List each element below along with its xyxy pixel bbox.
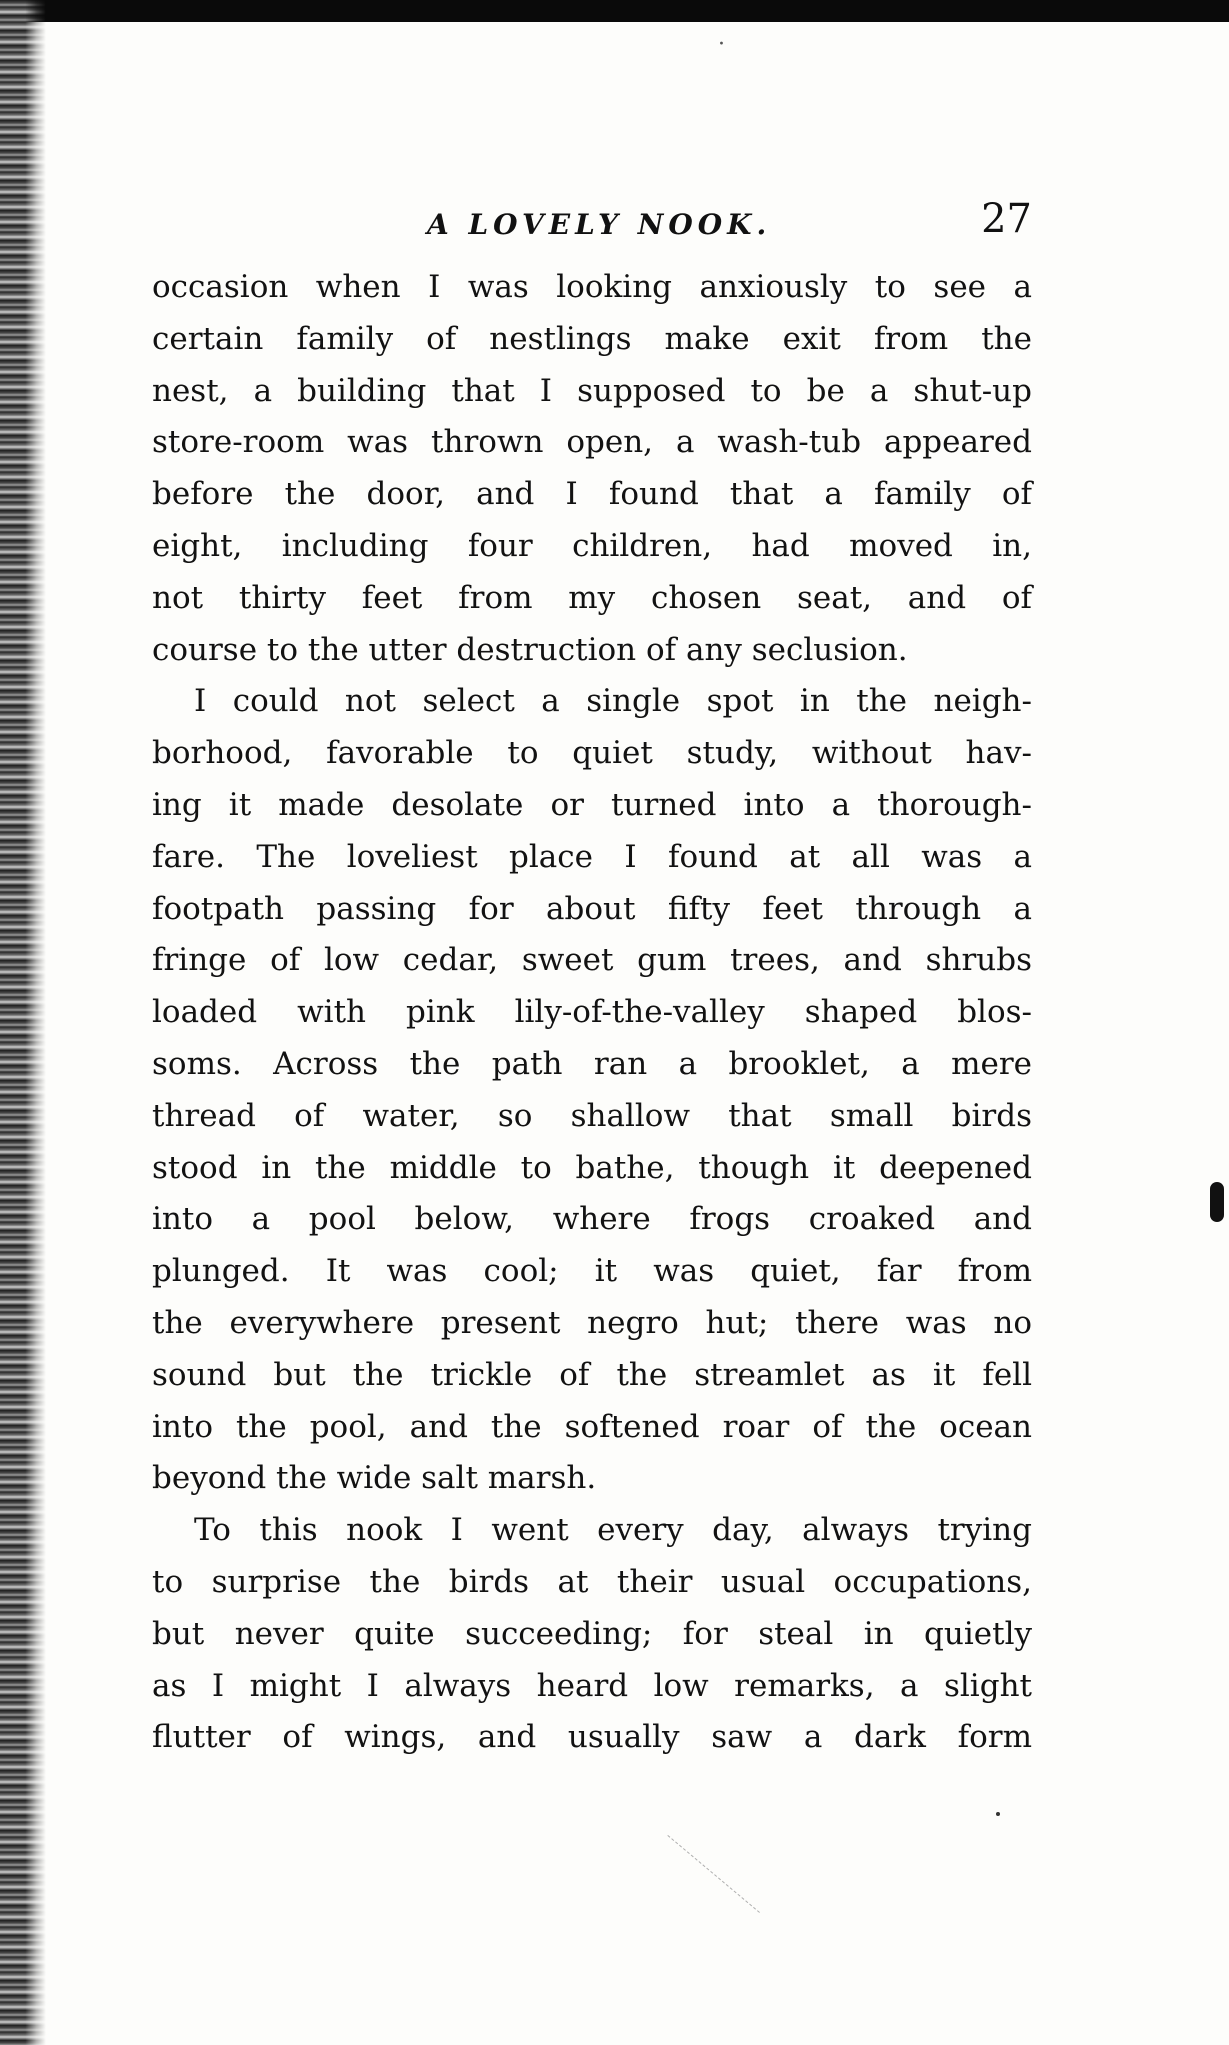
text-line: plunged. It was cool; it was quiet, far from <box>152 1253 1032 1290</box>
paper-scratch <box>667 1835 760 1914</box>
text-line: fare. The loveliest place I found at all was a <box>152 838 1032 875</box>
text-line: but never quite succeeding; for steal in quietly <box>152 1615 1032 1652</box>
text-line: footpath passing for about fifty feet through a <box>152 890 1032 927</box>
text-line: course to the utter destruction of any seclusion. <box>152 631 908 668</box>
ink-blot-mark <box>1210 1182 1224 1222</box>
text-line: the everywhere present negro hut; there was no <box>152 1304 1032 1341</box>
text-line: stood in the middle to bathe, though it deepened <box>152 1149 1032 1186</box>
text-line: into the pool, and the softened roar of the ocean <box>152 1408 1032 1445</box>
page-number: 27 <box>981 196 1032 242</box>
text-line: sound but the trickle of the streamlet as it fell <box>152 1356 1032 1393</box>
scan-top-edge <box>0 0 1229 22</box>
paper-speck: · <box>718 32 725 57</box>
page-header <box>152 196 1032 250</box>
text-line: beyond the wide salt marsh. <box>152 1460 597 1497</box>
scan-binding-edge <box>0 0 46 2045</box>
text-line: fringe of low cedar, sweet gum trees, and shrubs <box>152 942 1032 979</box>
text-line: store-room was thrown open, a wash-tub appeared <box>152 424 1032 461</box>
text-line: thread of water, so shallow that small birds <box>152 1097 1032 1134</box>
body-text <box>152 262 1032 1764</box>
text-line: to surprise the birds at their usual occupations, <box>152 1563 1032 1600</box>
text-line: loaded with pink lily-of-the-valley shaped blos- <box>152 994 1032 1031</box>
text-line: certain family of nestlings make exit from the <box>152 320 1032 357</box>
text-line: before the door, and I found that a family of <box>152 476 1032 513</box>
text-line: borhood, favorable to quiet study, without hav- <box>152 735 1032 772</box>
text-line: flutter of wings, and usually saw a dark form <box>152 1719 1032 1756</box>
text-line: soms. Across the path ran a brooklet, a mere <box>152 1045 1032 1082</box>
text-line: ing it made desolate or turned into a thorough- <box>152 786 1032 823</box>
paper-dot <box>996 1812 1000 1816</box>
text-line: into a pool below, where frogs croaked and <box>152 1201 1032 1238</box>
text-line: nest, a building that I supposed to be a shut-up <box>152 372 1032 409</box>
text-line: eight, including four children, had moved in, <box>152 527 1032 564</box>
text-line: not thirty feet from my chosen seat, and of <box>152 579 1032 616</box>
text-line: occasion when I was looking anxiously to see a <box>152 269 1032 305</box>
text-line: I could not select a single spot in the neigh- <box>194 683 1032 720</box>
text-line: as I might I always heard low remarks, a slight <box>152 1667 1032 1704</box>
text-line: To this nook I went every day, always trying <box>194 1512 1032 1549</box>
running-title: A LOVELY NOOK. <box>427 208 772 241</box>
